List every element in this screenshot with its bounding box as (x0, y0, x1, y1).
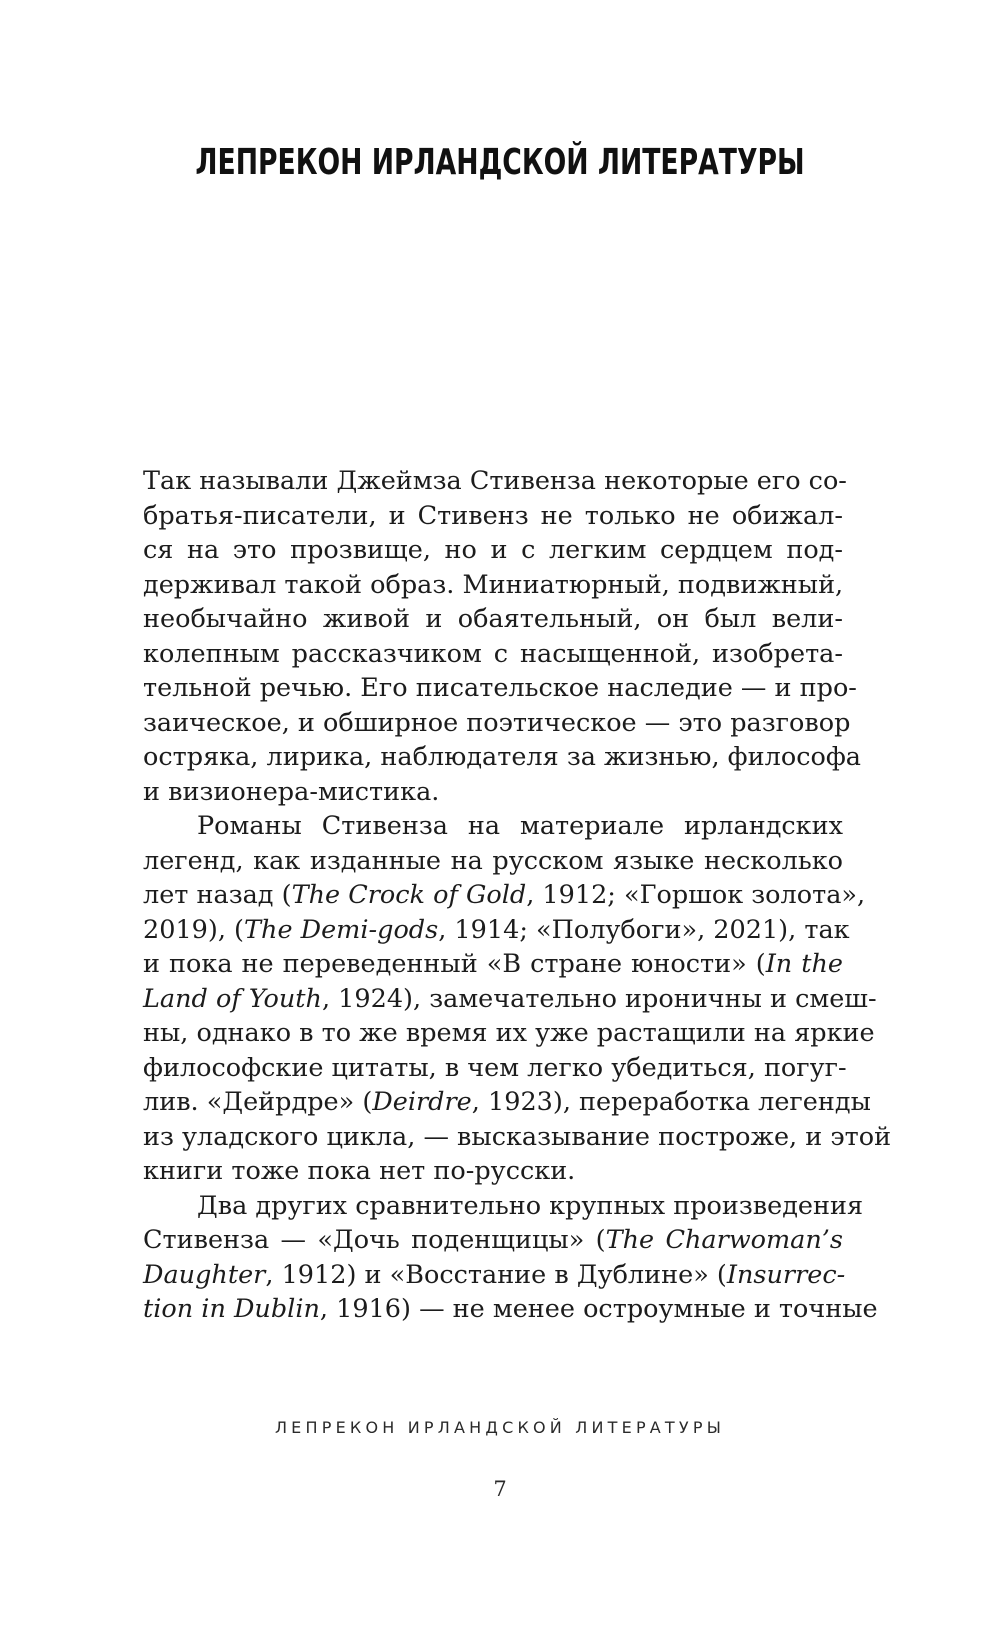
text-line: tion in Dublin, 1916) — не менее остроумные и точные (143, 1294, 878, 1324)
italic-title: The Charwoman’s (605, 1225, 843, 1255)
text-line: лет назад (The Crock of Gold, 1912; «Горшок золота», (143, 880, 866, 910)
body-text (143, 464, 892, 1327)
text-line: держивал такой образ. Миниатюрный, подвижный, (143, 569, 844, 600)
text-line: колепным рассказчиком с насыщенной, изобрета- (143, 638, 843, 669)
italic-title: The Demi-gods (244, 914, 439, 945)
italic-title: The Crock of Gold (291, 880, 527, 910)
text-line: из уладского цикла, — высказывание построже, и этой (143, 1121, 892, 1152)
text-line: ся на это прозвище, но и с легким сердцем под- (143, 535, 843, 565)
text-line: ны, однако в то же время их уже растащили на яркие (143, 1018, 875, 1048)
chapter-title: ЛЕПРЕКОН ИРЛАНДСКОЙ ЛИТЕРАТУРЫ (195, 142, 805, 183)
text-line: философские цитаты, в чем легко убедиться, погуг- (143, 1052, 847, 1083)
text-line: лив. «Дейрдре» (Deirdre, 1923), переработка легенды (143, 1087, 871, 1117)
text-line: книги тоже пока нет по-русски. (143, 1156, 576, 1186)
italic-title: tion in Dublin (143, 1294, 320, 1324)
text-line: легенд, как изданные на русском языке несколько (143, 845, 843, 876)
text-line: и визионера-мистика. (143, 776, 440, 807)
italic-title: Insurrec- (726, 1259, 846, 1290)
text-line: Стивенза — «Дочь поденщицы» (The Charwoman’s (143, 1225, 843, 1255)
text-line: Два других сравнительно крупных произведения (197, 1190, 864, 1221)
italic-title: Daughter (143, 1259, 266, 1290)
italic-title: In the (765, 949, 843, 979)
page-number: 7 (493, 1477, 507, 1501)
text-line: необычайно живой и обаятельный, он был вели- (143, 604, 843, 634)
text-line: Land of Youth, 1924), замечательно ироничны и смеш- (143, 983, 877, 1014)
text-line: Романы Стивенза на материале ирландских (197, 811, 843, 841)
text-line: тельной речью. Его писательское наследие — и про- (143, 673, 857, 703)
running-footer: ЛЕПРЕКОН ИРЛАНДСКОЙ ЛИТЕРАТУРЫ (274, 1418, 726, 1437)
italic-title: Deirdre (372, 1087, 472, 1117)
text-line: Так называли Джеймза Стивенза некоторые его со- (143, 466, 847, 496)
italic-title: Land of Youth (143, 983, 322, 1014)
text-line: и пока не переведенный «В стране юности» (In the (143, 949, 843, 979)
text-line: Daughter, 1912) и «Восстание в Дублине» (Insurrec- (143, 1259, 846, 1290)
text-line: остряка, лирика, наблюдателя за жизнью, философа (143, 742, 861, 772)
text-line: 2019), (The Demi-gods, 1914; «Полубоги», 2021), так (143, 914, 850, 945)
text-line: братья-писатели, и Стивенз не только не обижал- (143, 500, 843, 531)
text-line: заическое, и обширное поэтическое — это разговор (143, 707, 851, 738)
